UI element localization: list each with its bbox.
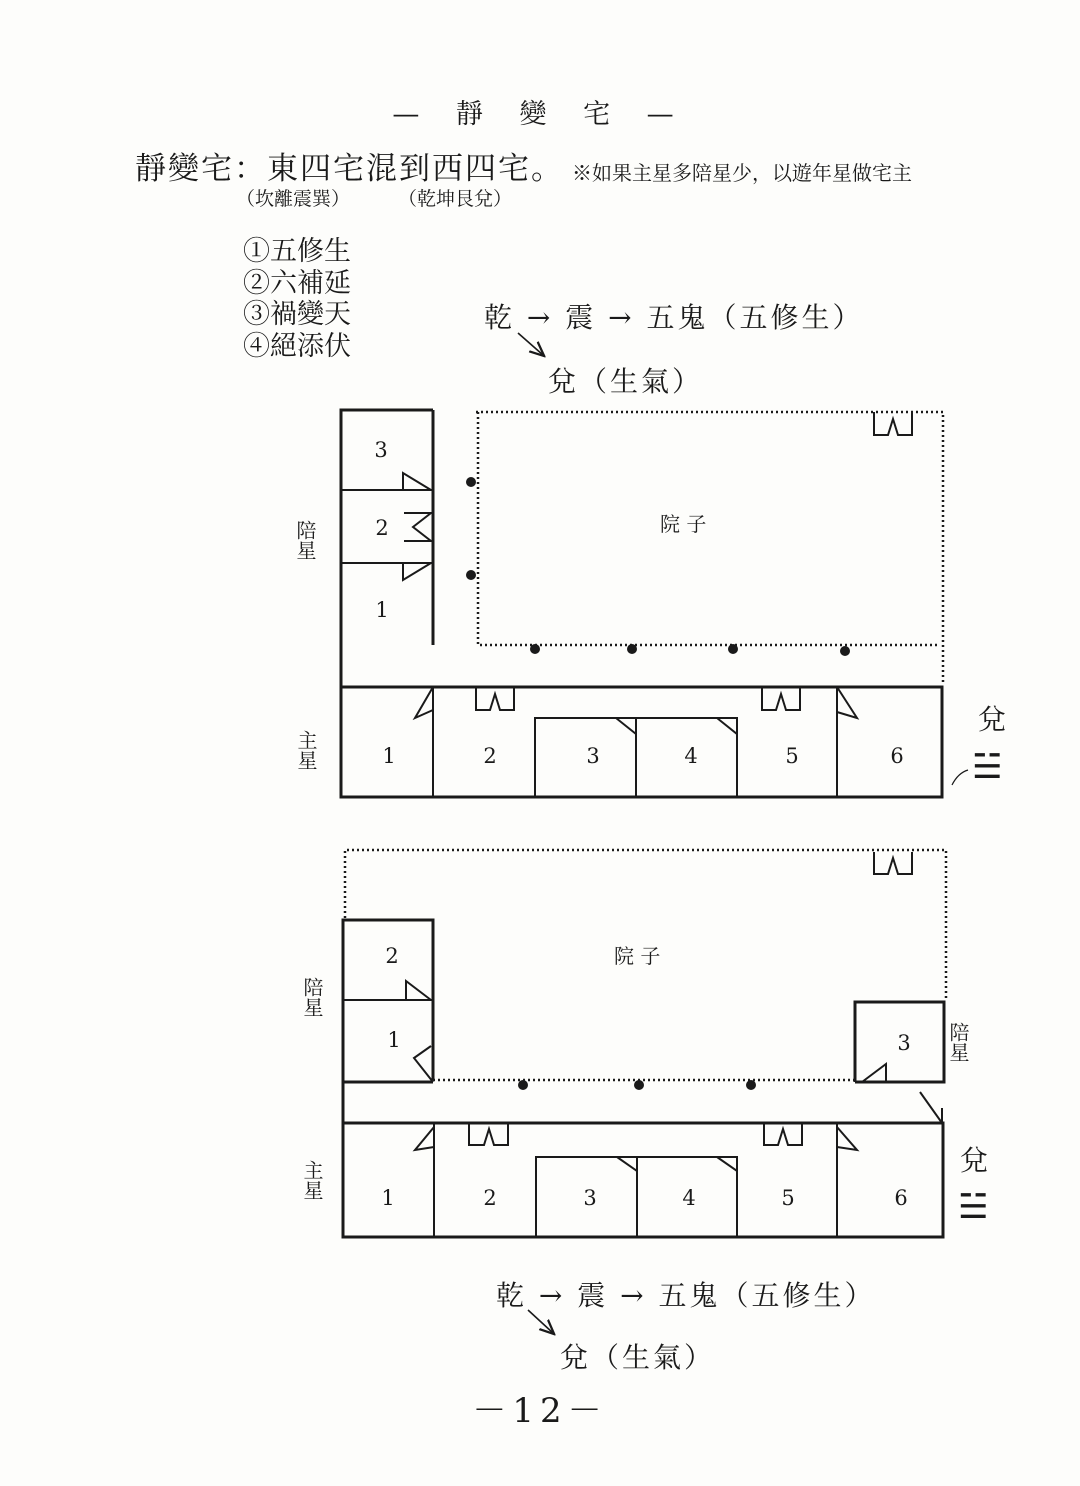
plan2-side-label-right: 陪星 xyxy=(946,1022,970,1062)
plan2-main-room-4: 4 xyxy=(682,1186,696,1210)
plan1-main-room-6: 6 xyxy=(890,744,904,768)
plan2-side-label: 陪星 xyxy=(300,977,324,1017)
top-sequence-line2: 兌（生氣） xyxy=(548,365,704,398)
courtyard-boundary xyxy=(345,850,946,1000)
legend-item: ④絕添伏 xyxy=(243,330,351,362)
plan2-main-room-5: 5 xyxy=(781,1186,795,1210)
plan1-courtyard-label: 院 子 xyxy=(660,512,707,536)
plan1-main-label: 主星 xyxy=(294,730,318,770)
arrow-bottom xyxy=(528,1310,553,1333)
legend-item: ②六補延 xyxy=(243,267,351,299)
plan2-direction-label: 兌 xyxy=(960,1144,989,1177)
plan2-right-room-3: 3 xyxy=(897,1031,911,1055)
plan-1 xyxy=(341,410,968,797)
plan1-main-room-2: 2 xyxy=(483,744,497,768)
plan2-courtyard-label: 院 子 xyxy=(614,944,661,968)
plan2-main-room-3: 3 xyxy=(583,1186,597,1210)
bottom-sequence-line1: 乾 → 震 → 五鬼（五修生） xyxy=(496,1279,876,1312)
plan2-side-room-1: 1 xyxy=(387,1028,401,1052)
headline: 靜變宅：東四宅混到西四宅。 xyxy=(135,151,564,187)
plan2-main-room-1: 1 xyxy=(381,1186,395,1210)
plan1-main-room-3: 3 xyxy=(586,744,600,768)
top-sequence-line1: 乾 → 震 → 五鬼（五修生） xyxy=(484,301,864,334)
plan1-main-room-5: 5 xyxy=(785,744,799,768)
plan2-main-room-2: 2 xyxy=(483,1186,497,1210)
plan2-main-label: 主星 xyxy=(300,1160,324,1200)
legend-item: ③禍變天 xyxy=(243,299,351,330)
plan1-side-room-1: 1 xyxy=(375,598,389,622)
plan1-side-label: 陪星 xyxy=(293,520,317,560)
bottom-sequence-line2: 兌（生氣） xyxy=(560,1341,716,1374)
plan1-side-room-3: 3 xyxy=(374,438,388,462)
plan2-main-room-6: 6 xyxy=(894,1186,908,1210)
page-title: — 靜 變 宅 — xyxy=(392,99,688,130)
plan1-side-room-2: 2 xyxy=(375,516,389,540)
plan1-main-room-4: 4 xyxy=(684,744,698,768)
plan2-trigram: ☱ xyxy=(958,1187,989,1227)
plan1-main-room-1: 1 xyxy=(382,744,396,768)
note: ※如果主星多陪星少，以遊年星做宅主 xyxy=(572,161,912,185)
page-number: －12－ xyxy=(472,1391,608,1431)
paren-west: （乾坤艮兌） xyxy=(398,188,513,210)
plan1-direction-label: 兌 xyxy=(978,703,1007,736)
plan2-side-room-2: 2 xyxy=(385,944,399,968)
arrow-top xyxy=(518,333,543,355)
plan1-trigram: ☱ xyxy=(972,747,1003,787)
paren-east: （坎離震巽） xyxy=(236,188,351,210)
plan-2 xyxy=(343,850,946,1237)
legend-item: ①五修生 xyxy=(243,236,351,267)
